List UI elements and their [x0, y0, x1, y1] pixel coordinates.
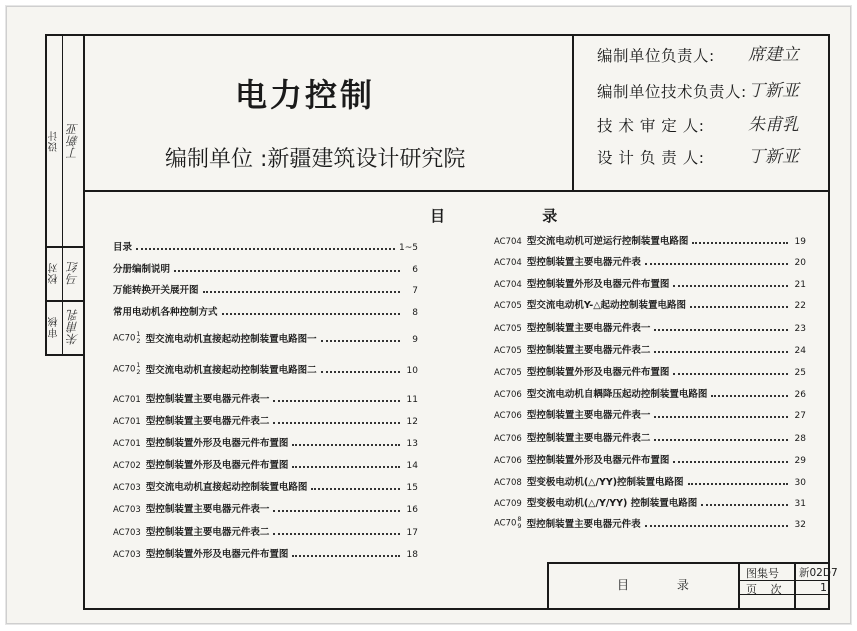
toc-leader	[673, 284, 788, 287]
toc-entry-code: AC701	[113, 417, 141, 427]
toc-leader	[273, 509, 400, 512]
frame-right	[828, 34, 830, 610]
toc-leader	[321, 339, 400, 342]
toc-entry[interactable]	[113, 329, 418, 345]
strip-label: 校对	[49, 262, 60, 284]
toc-entry[interactable]	[113, 237, 418, 253]
toc-entry-title: 型控制装置主要电器元件表	[526, 257, 641, 268]
toc-entry-code: AC704	[494, 280, 522, 290]
toc-leader	[273, 421, 400, 424]
strip-signature: 丁新亚	[66, 123, 80, 159]
signature-tech-head: 丁新亚	[748, 81, 799, 101]
toc-entry-page: 23	[794, 324, 806, 334]
toc-entry[interactable]	[113, 389, 418, 405]
toc-entry[interactable]	[494, 514, 806, 530]
toc-entry-code: AC703	[113, 528, 141, 538]
toc-entry-code: AC705	[494, 301, 522, 311]
toc-entry-page: 7	[412, 286, 418, 296]
toc-entry-code: AC703	[113, 483, 141, 493]
toc-entry-title: 型控制装置主要电器元件表	[526, 519, 641, 530]
role-tech-head: 编制单位技术负责人:	[597, 83, 747, 101]
toc-entry-page: 29	[794, 456, 806, 466]
strip-label: 审核	[49, 316, 60, 338]
toc-entry-code: AC701	[113, 395, 141, 405]
toc-leader	[690, 305, 788, 308]
title-block-sheet-title: 目 录	[617, 578, 711, 592]
toc-leader	[711, 394, 788, 397]
toc-leader	[292, 465, 400, 468]
compiling-unit: 编制单位 :新疆建筑设计研究院	[165, 147, 466, 172]
toc-leader	[292, 554, 400, 557]
toc-entry-page: 22	[794, 301, 806, 311]
toc-entry-page: 31	[794, 499, 806, 509]
toc-entry-page: 26	[794, 390, 806, 400]
toc-entry-page: 16	[406, 505, 418, 515]
toc-entry-code: AC706	[494, 456, 522, 466]
toc-entry-title: 型控制装置主要电器元件表二	[145, 527, 270, 538]
toc-entry-title: 型交流电动机自耦降压起动控制装置电路图	[526, 389, 708, 400]
toc-entry-title: 型控制装置主要电器元件表一	[526, 410, 651, 421]
role-unit-head: 编制单位负责人:	[597, 47, 715, 65]
toc-entry-page: 24	[794, 346, 806, 356]
title-block-atlas-number: 新02D7	[799, 567, 838, 579]
page-title: 电力控制	[235, 76, 376, 114]
toc-entry-page: 13	[406, 439, 418, 449]
toc-entry-code: AC703	[113, 550, 141, 560]
toc-entry-title: 型控制装置主要电器元件表二	[526, 433, 651, 444]
toc-entry[interactable]	[494, 428, 806, 444]
strip-signature: 马红	[66, 261, 80, 285]
strip-cell-proofread	[45, 246, 83, 300]
toc-entry[interactable]	[113, 302, 418, 318]
signature-design-lead: 丁新亚	[748, 147, 799, 167]
toc-entry-page: 9	[412, 335, 418, 345]
toc-entry-page: 1~5	[399, 243, 418, 253]
toc-entry-page: 32	[794, 520, 806, 530]
toc-leader	[203, 290, 400, 293]
toc-entry-code: AC70 8 9	[494, 515, 522, 530]
toc-entry-title: 型控制装置主要电器元件表一	[145, 394, 270, 405]
toc-leader	[701, 503, 788, 506]
toc-entry-page: 12	[406, 417, 418, 427]
toc-entry-title: 目录	[113, 242, 133, 253]
toc-leader	[222, 312, 400, 315]
toc-entry-page: 25	[794, 368, 806, 378]
toc-leader	[645, 262, 788, 265]
toc-entry-page: 27	[794, 411, 806, 421]
toc-entry[interactable]	[113, 455, 418, 471]
toc-entry-page: 15	[406, 483, 418, 493]
toc-entry[interactable]	[113, 433, 418, 449]
toc-entry-page: 8	[412, 308, 418, 318]
toc-entry-page: 10	[406, 366, 418, 376]
toc-entry-title: 型交流电动机直接起动控制装置电路图一	[145, 334, 317, 345]
toc-entry[interactable]	[494, 340, 806, 356]
toc-leader	[673, 372, 788, 375]
title-block-page-number: 1	[820, 581, 827, 594]
toc-entry-title: 型交流电动机可逆运行控制装置电路图	[526, 236, 689, 247]
toc-entry-page: 20	[794, 258, 806, 268]
role-design-lead: 设 计 负 责 人:	[597, 149, 705, 167]
toc-entry-code: AC705	[494, 368, 522, 378]
toc-leader	[654, 350, 788, 353]
signature-unit-head: 席建立	[748, 45, 799, 65]
toc-entry-code: AC706	[494, 390, 522, 400]
strip-label: 设计	[49, 130, 60, 152]
toc-entry-code: AC706	[494, 411, 522, 421]
toc-entry-code: AC706	[494, 434, 522, 444]
role-approver: 技 术 审 定 人:	[597, 117, 705, 135]
toc-entry-page: 18	[406, 550, 418, 560]
strip-divider	[45, 354, 85, 356]
strip-signature: 朱甫乳	[66, 309, 80, 345]
toc-entry[interactable]	[113, 522, 418, 538]
toc-leader	[688, 482, 788, 485]
toc-entry-title: 型交流电动机直接起动控制装置电路图二	[145, 365, 317, 376]
toc-entry[interactable]	[113, 259, 418, 275]
strip-cell-design	[45, 36, 83, 246]
toc-entry-page: 19	[794, 237, 806, 247]
toc-entry-code: AC705	[494, 346, 522, 356]
toc-entry-title: 分册编制说明	[113, 264, 171, 275]
title-block-page-label: 页 次	[746, 583, 787, 596]
toc-entry[interactable]	[494, 274, 806, 290]
toc-leader	[645, 524, 788, 527]
toc-entry-code: AC70 1 2	[113, 361, 141, 376]
toc-entry-title: 型控制装置主要电器元件表一	[145, 504, 270, 515]
toc-leader	[692, 241, 788, 244]
toc-leader	[673, 460, 788, 463]
toc-entry[interactable]	[113, 411, 418, 427]
toc-entry-title: 型控制装置主要电器元件表二	[526, 345, 651, 356]
toc-entry-title: 型控制装置外形及电器元件布置图	[526, 455, 670, 466]
toc-entry-page: 30	[794, 478, 806, 488]
toc-entry[interactable]	[113, 280, 418, 296]
toc-entry[interactable]	[113, 360, 418, 376]
toc-leader	[174, 269, 400, 272]
toc-entry-page: 17	[406, 528, 418, 538]
signature-approver: 朱甫乳	[748, 115, 799, 135]
toc-entry-page: 21	[794, 280, 806, 290]
toc-entry-code: AC708	[494, 478, 522, 488]
toc-entry-page: 28	[794, 434, 806, 444]
toc-entry[interactable]	[494, 405, 806, 421]
toc-entry-code: AC70 1 2	[113, 330, 141, 345]
toc-entry[interactable]	[494, 295, 806, 311]
toc-leader	[136, 247, 395, 250]
title-block-top	[547, 562, 829, 564]
toc-entry[interactable]	[113, 499, 418, 515]
toc-entry-code: AC704	[494, 237, 522, 247]
toc-entry[interactable]	[494, 362, 806, 378]
toc-entry-code: AC709	[494, 499, 522, 509]
frame-top	[45, 34, 829, 36]
toc-entry-title: 型交流电动机Y-△起动控制装置电路图	[526, 300, 687, 311]
toc-entry-page: 14	[406, 461, 418, 471]
toc-entry-page: 11	[406, 395, 418, 405]
toc-entry-page: 6	[412, 265, 418, 275]
toc-entry-code: AC703	[113, 505, 141, 515]
toc-entry[interactable]	[494, 472, 806, 488]
header-divider	[83, 190, 830, 192]
title-block-divider	[794, 562, 796, 609]
toc-entry[interactable]	[494, 493, 806, 509]
toc-entry[interactable]	[113, 544, 418, 560]
toc-entry-code: AC702	[113, 461, 141, 471]
title-block-atlas-label: 图集号	[746, 567, 779, 580]
toc-entry-title: 万能转换开关展开图	[113, 285, 199, 296]
toc-leader	[654, 328, 788, 331]
toc-entry-title: 常用电动机各种控制方式	[113, 307, 218, 318]
toc-entry[interactable]	[494, 318, 806, 334]
toc-entry-title: 型控制装置外形及电器元件布置图	[145, 549, 289, 560]
toc-leader	[273, 399, 400, 402]
toc-leader	[654, 438, 788, 441]
toc-entry[interactable]	[494, 252, 806, 268]
title-block-divider	[738, 562, 740, 609]
toc-leader	[321, 370, 400, 373]
strip-cell-review	[45, 300, 83, 354]
toc-leader	[654, 415, 788, 418]
toc-entry-title: 型变极电动机(△/Y/YY) 控制装置电路图	[526, 498, 698, 509]
frame-bottom	[83, 608, 830, 610]
toc-entry-title: 型控制装置外形及电器元件布置图	[145, 438, 289, 449]
title-block-left	[547, 562, 549, 609]
toc-entry-title: 型控制装置外形及电器元件布置图	[145, 460, 289, 471]
toc-entry-title: 型变极电动机(△/YY)控制装置电路图	[526, 477, 684, 488]
toc-entry-code: AC705	[494, 324, 522, 334]
header-vertical-divider	[572, 34, 574, 191]
toc-leader	[273, 532, 400, 535]
toc-entry-code: AC704	[494, 258, 522, 268]
toc-entry-title: 型控制装置主要电器元件表一	[526, 323, 651, 334]
toc-entry-code: AC701	[113, 439, 141, 449]
frame-left	[83, 34, 85, 610]
toc-entry-title: 型控制装置外形及电器元件布置图	[526, 279, 670, 290]
toc-leader	[292, 443, 400, 446]
toc-entry-title: 型控制装置外形及电器元件布置图	[526, 367, 670, 378]
toc-entry-title: 型控制装置主要电器元件表二	[145, 416, 270, 427]
toc-entry[interactable]	[494, 384, 806, 400]
toc-entry[interactable]	[113, 477, 418, 493]
toc-heading: 目 录	[430, 207, 604, 225]
toc-entry[interactable]	[494, 450, 806, 466]
toc-entry[interactable]	[494, 231, 806, 247]
toc-entry-title: 型交流电动机直接起动控制装置电路图	[145, 482, 308, 493]
toc-leader	[311, 487, 400, 490]
